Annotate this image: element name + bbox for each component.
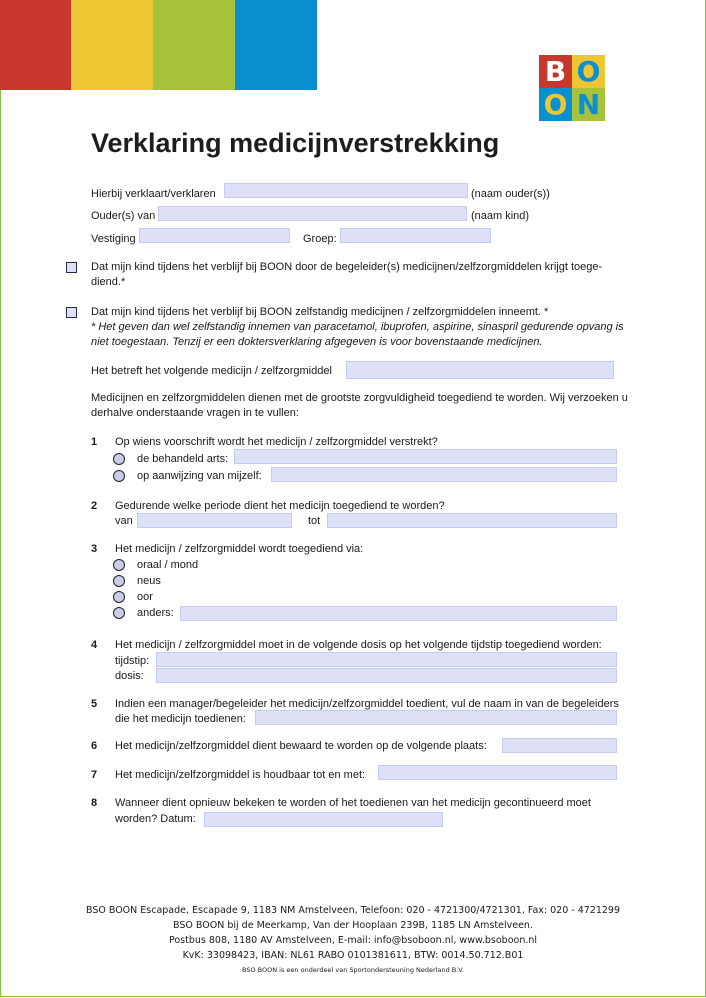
q3-option-ear: oor [137, 591, 153, 603]
option2-text: Dat mijn kind tijdens het verblijf bij BOON zelfstandig medicijnen / zelfzorgmiddelen inneemt. * [91, 306, 549, 318]
q4-number: 4 [91, 639, 98, 651]
q4-time-label: tijdstip: [115, 655, 150, 667]
medicine-field[interactable] [346, 361, 614, 379]
logo-tile-n: N [572, 88, 605, 121]
q1-option-doctor: de behandeld arts: [137, 453, 229, 465]
color-bar-red [0, 0, 71, 90]
q4-dose-label: dosis: [115, 670, 144, 682]
logo-tile-o1: O [572, 55, 605, 88]
option2-checkbox[interactable] [66, 307, 77, 318]
color-bar-blue [235, 0, 317, 90]
footer-line1: BSO BOON Escapade, Escapade 9, 1183 NM Amstelveen, Telefoon: 020 - 4721300/4721301, Fax: 020 - 4721299 [85, 905, 621, 916]
q5-caregivers-field[interactable] [255, 710, 617, 725]
medicine-label: Het betreft het volgende medicijn / zelfzorgmiddel [91, 365, 332, 377]
q3-radio-nose[interactable] [113, 575, 125, 587]
intro-suffix-parent: (naam ouder(s)) [471, 188, 550, 200]
q1-doctor-field[interactable] [234, 449, 617, 464]
q3-other-field[interactable] [180, 606, 617, 621]
q2-van-label: van [115, 515, 133, 527]
care-text: Medicijnen en zelfzorgmiddelen dienen met de grootste zorgvuldigheid toegediend te worden. Wij verzoeken u derhalve onderstaande vragen in te vullen: [91, 392, 628, 419]
child-name-field[interactable] [158, 206, 467, 221]
intro-suffix-child: (naam kind) [471, 210, 530, 222]
page-title: Verklaring medicijnverstrekking [91, 128, 500, 158]
q5-text-cont: die het medicijn toedienen: [115, 713, 246, 725]
boon-logo [539, 55, 605, 121]
footer-line2: BSO BOON bij de Meerkamp, Van der Hooplaan 239B, 1185 LN Amstelveen. [173, 920, 533, 931]
color-bar-green [153, 0, 235, 90]
q1-radio-doctor[interactable] [113, 453, 125, 465]
intro-label-declare: Hierbij verklaart/verklaren [91, 188, 216, 200]
q8-text: Wanneer dient opnieuw bekeken te worden of het toedienen van het medicijn gecontinueerd moet [115, 797, 591, 809]
q4-dose-field[interactable] [156, 668, 617, 683]
groep-field[interactable] [340, 228, 491, 243]
q2-van-field[interactable] [137, 513, 292, 528]
q3-number: 3 [91, 543, 98, 555]
vestiging-field[interactable] [139, 228, 290, 243]
q3-option-other: anders: [137, 607, 174, 619]
q1-option-self: op aanwijzing van mijzelf: [137, 470, 262, 482]
q7-number: 7 [91, 769, 98, 781]
q6-text: Het medicijn/zelfzorgmiddel dient bewaard te worden op de volgende plaats: [115, 740, 487, 752]
option2-footnote: * Het geven dan wel zelfstandig innemen van paracetamol, ibuprofen, aspirine, sinaspril gedurende opvang is niet toegestaan. Tenzij er een doktersverklaring afgegeven is voor bovenstaande medicijnen. [91, 321, 624, 348]
q6-storage-field[interactable] [502, 738, 617, 753]
footer-line4: KvK: 33098423, IBAN: NL61 RABO 0101381611, BTW: 0014.50.712.B01 [182, 950, 524, 961]
q1-radio-self[interactable] [113, 470, 125, 482]
logo-tile-o2: O [539, 88, 572, 121]
q5-text: Indien een manager/begeleider het medicijn/zelfzorgmiddel toedient, vul de naam in van de begeleiders [115, 698, 619, 710]
q3-text: Het medicijn / zelfzorgmiddel wordt toegediend via: [115, 543, 364, 555]
q4-text: Het medicijn / zelfzorgmiddel moet in de volgende dosis op het volgende tijdstip toegediend worden: [115, 639, 602, 651]
groep-label: Groep: [303, 233, 337, 245]
q2-tot-field[interactable] [327, 513, 617, 528]
q7-expiry-field[interactable] [378, 765, 617, 780]
footer-line3: Postbus 808, 1180 AV Amstelveen, E-mail: info@bsoboon.nl, www.bsoboon.nl [168, 935, 538, 946]
q2-text: Gedurende welke periode dient het medicijn toegediend te worden? [115, 500, 445, 512]
vestiging-label: Vestiging [91, 233, 136, 245]
footer-line5: BSO BOON is een onderdeel van Sportondersteuning Nederland B.V. [242, 966, 464, 974]
q7-text: Het medicijn/zelfzorgmiddel is houdbaar tot en met: [115, 769, 366, 781]
parent-name-field[interactable] [224, 183, 468, 198]
q2-tot-label: tot [308, 515, 321, 527]
intro-label-parent-of: Ouder(s) van [91, 210, 156, 222]
q2-number: 2 [91, 500, 98, 512]
q8-text-cont: worden? Datum: [115, 813, 196, 825]
q5-number: 5 [91, 698, 98, 710]
q8-date-field[interactable] [204, 812, 443, 827]
q6-number: 6 [91, 740, 98, 752]
logo-tile-b: B [539, 55, 572, 88]
q1-number: 1 [91, 436, 98, 448]
q3-radio-ear[interactable] [113, 591, 125, 603]
color-bar-yellow [71, 0, 153, 90]
q1-self-field[interactable] [271, 467, 617, 482]
q3-radio-oral[interactable] [113, 559, 125, 571]
q3-option-oral: oraal / mond [137, 559, 199, 571]
q3-option-nose: neus [137, 575, 161, 587]
q8-number: 8 [91, 797, 98, 809]
option1-checkbox[interactable] [66, 262, 77, 273]
q1-text: Op wiens voorschrift wordt het medicijn / zelfzorgmiddel verstrekt? [115, 436, 438, 448]
option1-text: Dat mijn kind tijdens het verblijf bij BOON door de begeleider(s) medicijnen/zelfzorgmiddelen krijgt toege-diend.* [91, 261, 603, 288]
q3-radio-other[interactable] [113, 607, 125, 619]
q4-time-field[interactable] [156, 652, 617, 667]
